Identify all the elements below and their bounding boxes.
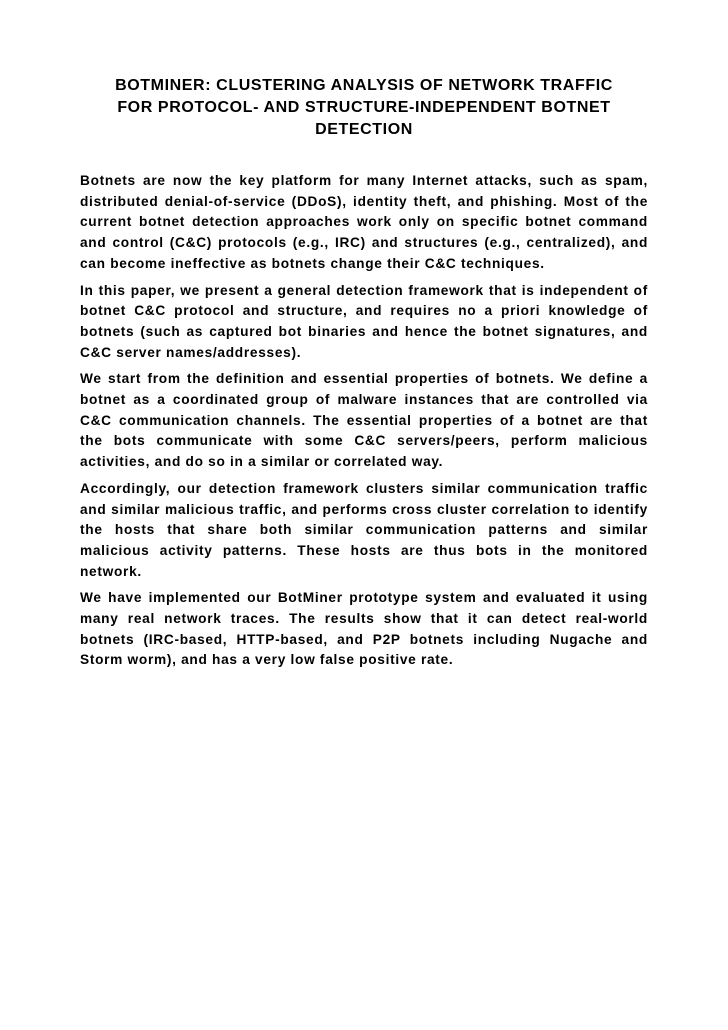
abstract-body [80, 171, 648, 671]
title-line-3: DETECTION [315, 121, 413, 138]
document-page [80, 75, 648, 677]
paragraph-4: Accordingly, our detection framework clusters similar communication traffic and similar malicious traffic, and performs cross cluster correlation to identify the hosts that share both similar communication patterns and similar malicious activity patterns. These hosts are thus bots in the monitored network. [80, 480, 648, 579]
paragraph-5: We have implemented our BotMiner prototype system and evaluated it using many real network traces. The results show that it can detect real-world botnets (IRC-based, HTTP-based, and P2P botnets including Nugache and Storm worm), and has a very low false positive rate. [80, 590, 648, 668]
title-line-1: BOTMINER: CLUSTERING ANALYSIS OF NETWORK TRAFFIC [115, 77, 613, 94]
paragraph-2: In this paper, we present a general detection framework that is independent of botnet C&C protocol and structure, and requires no a priori knowledge of botnets (such as captured bot binaries and hence the botnet signatures, and C&C server names/addresses). [80, 282, 648, 360]
paragraph-1: Botnets are now the key platform for many Internet attacks, such as spam, distributed denial-of-service (DDoS), identity theft, and phishing. Most of the current botnet detection approaches work only on specific botnet command and control (C&C) protocols (e.g., IRC) and structures (e.g., centralized), and can become ineffective as botnets change their C&C techniques. [80, 173, 648, 271]
document-title [80, 75, 648, 141]
paragraph-3: We start from the definition and essential properties of botnets. We define a botnet as a coordinated group of malware instances that are controlled via C&C communication channels. The essential properties of a botnet are that the bots communicate with some C&C servers/peers, perform malicious activities, and do so in a similar or correlated way. [80, 371, 648, 470]
title-line-2: FOR PROTOCOL- AND STRUCTURE-INDEPENDENT BOTNET [117, 99, 611, 116]
